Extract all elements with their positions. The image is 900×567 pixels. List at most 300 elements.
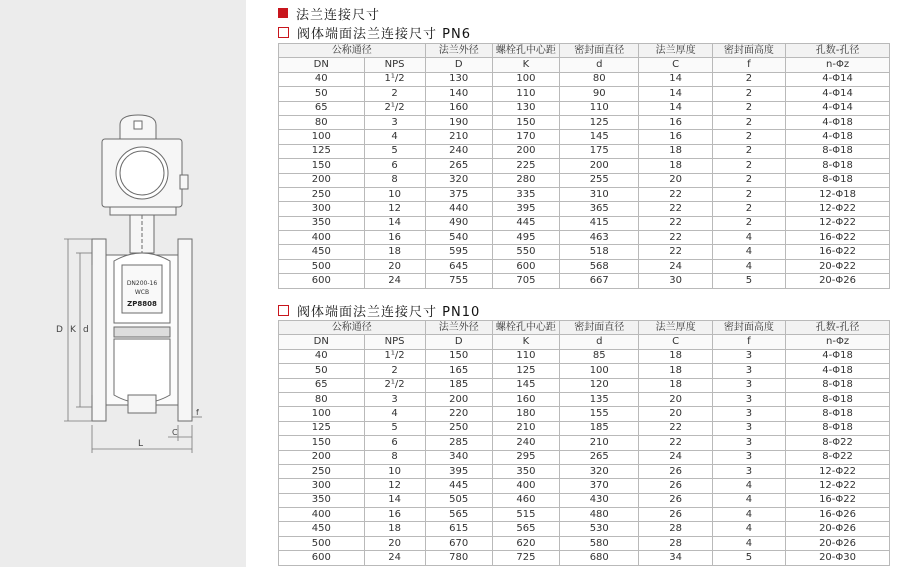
table-cell: 90 [560, 87, 639, 101]
table-cell: 125 [492, 364, 559, 378]
table-cell: 250 [279, 187, 365, 201]
symbol-cell: D [425, 335, 492, 349]
table-row [279, 479, 890, 493]
table-cell: 8 [364, 173, 425, 187]
table-cell: 8-Φ22 [786, 436, 890, 450]
table-cell: 725 [492, 551, 559, 565]
table-cell: 28 [639, 522, 712, 536]
table-cell: 12-Φ22 [786, 216, 890, 230]
table-cell: 150 [279, 159, 365, 173]
table-cell: 210 [560, 436, 639, 450]
table-cell: 22 [639, 421, 712, 435]
table-cell: 2 [712, 115, 785, 129]
table-row [279, 259, 890, 273]
table-cell: 480 [560, 508, 639, 522]
table-pn6 [278, 43, 890, 289]
symbol-cell: d [560, 335, 639, 349]
table-cell: 280 [492, 173, 559, 187]
table-cell: 3 [712, 450, 785, 464]
bullet-open-square-icon [278, 27, 289, 38]
table-cell: 4 [712, 479, 785, 493]
dim-C-label: C [172, 428, 178, 437]
symbol-cell: C [639, 335, 712, 349]
table-cell: 350 [279, 216, 365, 230]
table-cell: 645 [425, 259, 492, 273]
column-header: 法兰厚度 [639, 321, 712, 335]
table-cell: 4-Φ14 [786, 72, 890, 86]
symbol-cell: K [492, 58, 559, 72]
table-cell: 285 [425, 436, 492, 450]
body-marking-1: DN200-16 [126, 280, 158, 287]
table-row [279, 364, 890, 378]
table-cell: 4 [364, 130, 425, 144]
table-cell: 20-Φ26 [786, 274, 890, 288]
table-cell: 200 [279, 173, 365, 187]
table-cell: 755 [425, 274, 492, 288]
table-cell: 620 [492, 536, 559, 550]
table-cell: 490 [425, 216, 492, 230]
symbol-cell: DN [279, 335, 365, 349]
table-cell: 16 [639, 115, 712, 129]
table-cell: 400 [279, 508, 365, 522]
table-cell: 335 [492, 187, 559, 201]
table-cell: 80 [279, 392, 365, 406]
table-cell: 100 [560, 364, 639, 378]
table-cell: 5 [364, 144, 425, 158]
table-cell: 8-Φ18 [786, 421, 890, 435]
table-cell: 14 [364, 216, 425, 230]
table-cell: 4-Φ18 [786, 349, 890, 363]
table-cell: 130 [492, 101, 559, 115]
bullet-square-icon [278, 8, 288, 18]
table-cell: 8-Φ18 [786, 173, 890, 187]
table-cell: 395 [492, 202, 559, 216]
table-cell: 20-Φ22 [786, 259, 890, 273]
table-cell: 500 [279, 259, 365, 273]
table-cell: 18 [639, 144, 712, 158]
symbol-cell: n-Φz [786, 58, 890, 72]
table-cell: 18 [639, 159, 712, 173]
table-cell: 185 [425, 378, 492, 392]
table-cell: 12-Φ18 [786, 187, 890, 201]
table-cell: 340 [425, 450, 492, 464]
table-cell: 780 [425, 551, 492, 565]
table-cell: 8-Φ18 [786, 378, 890, 392]
table-cell: 2¹/2 [364, 101, 425, 115]
table-cell: 110 [492, 87, 559, 101]
table-cell: 415 [560, 216, 639, 230]
table-cell: 150 [425, 349, 492, 363]
table-cell: 515 [492, 508, 559, 522]
table-cell: 4 [364, 407, 425, 421]
table-cell: 4 [712, 493, 785, 507]
valve-dimension-drawing [40, 95, 210, 460]
table-cell: 24 [364, 551, 425, 565]
table-cell: 568 [560, 259, 639, 273]
table-cell: 200 [425, 392, 492, 406]
dim-D-label: D [56, 325, 63, 335]
table-cell: 160 [492, 392, 559, 406]
table-cell: 20 [364, 259, 425, 273]
table-cell: 3 [712, 436, 785, 450]
table-cell: 600 [279, 551, 365, 565]
table-cell: 365 [560, 202, 639, 216]
table-cell: 5 [712, 274, 785, 288]
table-cell: 145 [492, 378, 559, 392]
table-cell: 40 [279, 72, 365, 86]
table-cell: 12 [364, 479, 425, 493]
table-cell: 3 [712, 392, 785, 406]
table-row [279, 159, 890, 173]
symbol-cell: d [560, 58, 639, 72]
table-cell: 500 [279, 536, 365, 550]
table-row [279, 231, 890, 245]
table-cell: 505 [425, 493, 492, 507]
column-header: 公称通径 [279, 321, 426, 335]
table-cell: 2¹/2 [364, 378, 425, 392]
table-cell: 4 [712, 536, 785, 550]
table-cell: 100 [279, 407, 365, 421]
table-pn10-heading [278, 301, 480, 319]
table-cell: 445 [492, 216, 559, 230]
table-cell: 5 [712, 551, 785, 565]
table-cell: 550 [492, 245, 559, 259]
table-cell: 65 [279, 101, 365, 115]
table-cell: 4 [712, 259, 785, 273]
header-row [279, 44, 890, 58]
table-cell: 2 [712, 72, 785, 86]
table-pn10 [278, 320, 890, 566]
table-cell: 50 [279, 364, 365, 378]
table-cell: 14 [364, 493, 425, 507]
table-row [279, 493, 890, 507]
table-row [279, 202, 890, 216]
table-cell: 22 [639, 231, 712, 245]
table-cell: 2 [712, 187, 785, 201]
table-cell: 2 [712, 202, 785, 216]
table-cell: 4 [712, 231, 785, 245]
table-cell: 110 [560, 101, 639, 115]
table-cell: 120 [560, 378, 639, 392]
table-row [279, 72, 890, 86]
table-cell: 240 [425, 144, 492, 158]
table-cell: 150 [279, 436, 365, 450]
table-cell: 4-Φ18 [786, 115, 890, 129]
table-cell: 2 [712, 101, 785, 115]
table-cell: 320 [560, 464, 639, 478]
table-row [279, 407, 890, 421]
column-header: 密封面高度 [712, 44, 785, 58]
drawing-panel [0, 0, 246, 567]
table-cell: 22 [639, 202, 712, 216]
section-heading [278, 4, 380, 22]
table-cell: 220 [425, 407, 492, 421]
table-cell: 210 [492, 421, 559, 435]
table-cell: 530 [560, 522, 639, 536]
table-cell: 145 [560, 130, 639, 144]
table-cell: 300 [279, 479, 365, 493]
table-cell: 300 [279, 202, 365, 216]
table-cell: 518 [560, 245, 639, 259]
symbol-cell: n-Φz [786, 335, 890, 349]
symbol-cell: K [492, 335, 559, 349]
table-cell: 110 [492, 349, 559, 363]
column-header: 孔数-孔径 [786, 321, 890, 335]
table-cell: 320 [425, 173, 492, 187]
table-pn6-heading [278, 23, 471, 41]
table-cell: 8-Φ18 [786, 144, 890, 158]
table-cell: 667 [560, 274, 639, 288]
column-header: 公称通径 [279, 44, 426, 58]
table-cell: 400 [279, 231, 365, 245]
table-cell: 1¹/2 [364, 72, 425, 86]
table-cell: 125 [560, 115, 639, 129]
table-row [279, 115, 890, 129]
table-cell: 1¹/2 [364, 349, 425, 363]
table-cell: 4-Φ18 [786, 364, 890, 378]
table-cell: 190 [425, 115, 492, 129]
dim-d-label: d [83, 325, 89, 335]
table-cell: 5 [364, 421, 425, 435]
table-cell: 375 [425, 187, 492, 201]
table-cell: 3 [712, 349, 785, 363]
table-cell: 24 [639, 450, 712, 464]
table-cell: 2 [712, 159, 785, 173]
table-cell: 50 [279, 87, 365, 101]
table-cell: 14 [639, 101, 712, 115]
table-cell: 24 [364, 274, 425, 288]
symbol-row [279, 335, 890, 349]
actuator [102, 115, 188, 215]
table-cell: 34 [639, 551, 712, 565]
table-cell: 18 [639, 349, 712, 363]
table-cell: 130 [425, 72, 492, 86]
table-cell: 12 [364, 202, 425, 216]
table-cell: 463 [560, 231, 639, 245]
table-cell: 180 [492, 407, 559, 421]
table-cell: 350 [492, 464, 559, 478]
body-marking-2: WCB [134, 289, 150, 296]
table-cell: 540 [425, 231, 492, 245]
table-cell: 4-Φ14 [786, 87, 890, 101]
table-cell: 22 [639, 216, 712, 230]
column-header: 密封面高度 [712, 321, 785, 335]
column-header: 密封面直径 [560, 44, 639, 58]
table-cell: 8-Φ18 [786, 407, 890, 421]
symbol-cell: f [712, 335, 785, 349]
table-cell: 16-Φ22 [786, 245, 890, 259]
table-cell: 3 [712, 364, 785, 378]
table-cell: 20-Φ26 [786, 536, 890, 550]
table-cell: 3 [712, 407, 785, 421]
table-row [279, 464, 890, 478]
table-cell: 16 [364, 508, 425, 522]
table-row [279, 87, 890, 101]
table-row [279, 130, 890, 144]
table-row [279, 173, 890, 187]
table-cell: 6 [364, 436, 425, 450]
table-cell: 565 [425, 508, 492, 522]
table-cell: 8-Φ18 [786, 392, 890, 406]
table-cell: 400 [492, 479, 559, 493]
table-cell: 2 [712, 130, 785, 144]
table-row [279, 187, 890, 201]
table-row [279, 508, 890, 522]
valve-body [92, 239, 192, 421]
table-cell: 4 [712, 508, 785, 522]
symbol-cell: DN [279, 58, 365, 72]
table-cell: 18 [364, 522, 425, 536]
table-cell: 16 [639, 130, 712, 144]
table-cell: 100 [492, 72, 559, 86]
table-cell: 20 [364, 536, 425, 550]
table-cell: 2 [712, 216, 785, 230]
table-cell: 2 [712, 144, 785, 158]
dim-K-label: K [70, 325, 76, 335]
table-cell: 595 [425, 245, 492, 259]
table-cell: 265 [560, 450, 639, 464]
column-header: 法兰外径 [425, 321, 492, 335]
table-cell: 600 [492, 259, 559, 273]
table-cell: 160 [425, 101, 492, 115]
table-row [279, 274, 890, 288]
table-cell: 28 [639, 536, 712, 550]
table-cell: 395 [425, 464, 492, 478]
table-cell: 16-Φ26 [786, 508, 890, 522]
table-cell: 580 [560, 536, 639, 550]
table-pn6-title: 阀体端面法兰连接尺寸 PN6 [297, 26, 471, 42]
table-row [279, 436, 890, 450]
symbol-cell: NPS [364, 335, 425, 349]
symbol-cell: C [639, 58, 712, 72]
table-cell: 250 [279, 464, 365, 478]
symbol-cell: D [425, 58, 492, 72]
table-cell: 4 [712, 522, 785, 536]
table-row [279, 450, 890, 464]
table-cell: 12-Φ22 [786, 202, 890, 216]
table-cell: 40 [279, 349, 365, 363]
table-cell: 22 [639, 436, 712, 450]
table-row [279, 522, 890, 536]
table-cell: 4-Φ14 [786, 101, 890, 115]
dim-L-label: L [138, 439, 144, 449]
table-cell: 295 [492, 450, 559, 464]
table-cell: 565 [492, 522, 559, 536]
column-header: 密封面直径 [560, 321, 639, 335]
table-cell: 125 [279, 144, 365, 158]
table-row [279, 349, 890, 363]
table-cell: 135 [560, 392, 639, 406]
table-cell: 495 [492, 231, 559, 245]
table-cell: 185 [560, 421, 639, 435]
table-cell: 14 [639, 87, 712, 101]
table-cell: 255 [560, 173, 639, 187]
table-row [279, 378, 890, 392]
table-cell: 2 [364, 87, 425, 101]
table-cell: 200 [560, 159, 639, 173]
table-cell: 22 [639, 245, 712, 259]
table-cell: 680 [560, 551, 639, 565]
table-cell: 12-Φ22 [786, 479, 890, 493]
symbol-cell: NPS [364, 58, 425, 72]
table-row [279, 101, 890, 115]
table-cell: 200 [279, 450, 365, 464]
table-cell: 140 [425, 87, 492, 101]
table-row [279, 536, 890, 550]
bullet-open-square-icon [278, 305, 289, 316]
table-cell: 240 [492, 436, 559, 450]
table-cell: 26 [639, 464, 712, 478]
table-pn10-title: 阀体端面法兰连接尺寸 PN10 [297, 304, 481, 320]
table-cell: 8 [364, 450, 425, 464]
dim-f-label: f [196, 408, 199, 417]
table-cell: 20-Φ26 [786, 522, 890, 536]
table-cell: 18 [639, 378, 712, 392]
table-cell: 155 [560, 407, 639, 421]
table-cell: 210 [425, 130, 492, 144]
table-cell: 4 [712, 245, 785, 259]
table-cell: 350 [279, 493, 365, 507]
table-cell: 4-Φ18 [786, 130, 890, 144]
body-marking-3: ZP8808 [127, 300, 157, 308]
table-cell: 30 [639, 274, 712, 288]
table-cell: 2 [364, 364, 425, 378]
table-cell: 250 [425, 421, 492, 435]
table-cell: 8-Φ22 [786, 450, 890, 464]
column-header: 法兰厚度 [639, 44, 712, 58]
table-cell: 16-Φ22 [786, 493, 890, 507]
symbol-row [279, 58, 890, 72]
table-row [279, 551, 890, 565]
table-cell: 3 [712, 421, 785, 435]
table-cell: 26 [639, 479, 712, 493]
table-cell: 225 [492, 159, 559, 173]
table-cell: 705 [492, 274, 559, 288]
table-cell: 80 [279, 115, 365, 129]
table-cell: 125 [279, 421, 365, 435]
table-cell: 265 [425, 159, 492, 173]
table-cell: 170 [492, 130, 559, 144]
table-cell: 85 [560, 349, 639, 363]
table-cell: 24 [639, 259, 712, 273]
table-cell: 18 [364, 245, 425, 259]
table-cell: 100 [279, 130, 365, 144]
table-cell: 26 [639, 493, 712, 507]
table-cell: 16-Φ22 [786, 231, 890, 245]
table-cell: 2 [712, 87, 785, 101]
column-header: 螺栓孔中心距 [492, 44, 559, 58]
table-cell: 450 [279, 522, 365, 536]
table-cell: 20-Φ30 [786, 551, 890, 565]
table-cell: 3 [364, 392, 425, 406]
table-cell: 14 [639, 72, 712, 86]
table-cell: 150 [492, 115, 559, 129]
column-header: 法兰外径 [425, 44, 492, 58]
table-cell: 445 [425, 479, 492, 493]
table-cell: 65 [279, 378, 365, 392]
table-cell: 80 [560, 72, 639, 86]
table-cell: 18 [639, 364, 712, 378]
table-cell: 200 [492, 144, 559, 158]
table-cell: 20 [639, 392, 712, 406]
table-cell: 20 [639, 173, 712, 187]
table-row [279, 245, 890, 259]
table-cell: 430 [560, 493, 639, 507]
table-cell: 600 [279, 274, 365, 288]
table-cell: 10 [364, 464, 425, 478]
table-row [279, 392, 890, 406]
table-cell: 8-Φ18 [786, 159, 890, 173]
